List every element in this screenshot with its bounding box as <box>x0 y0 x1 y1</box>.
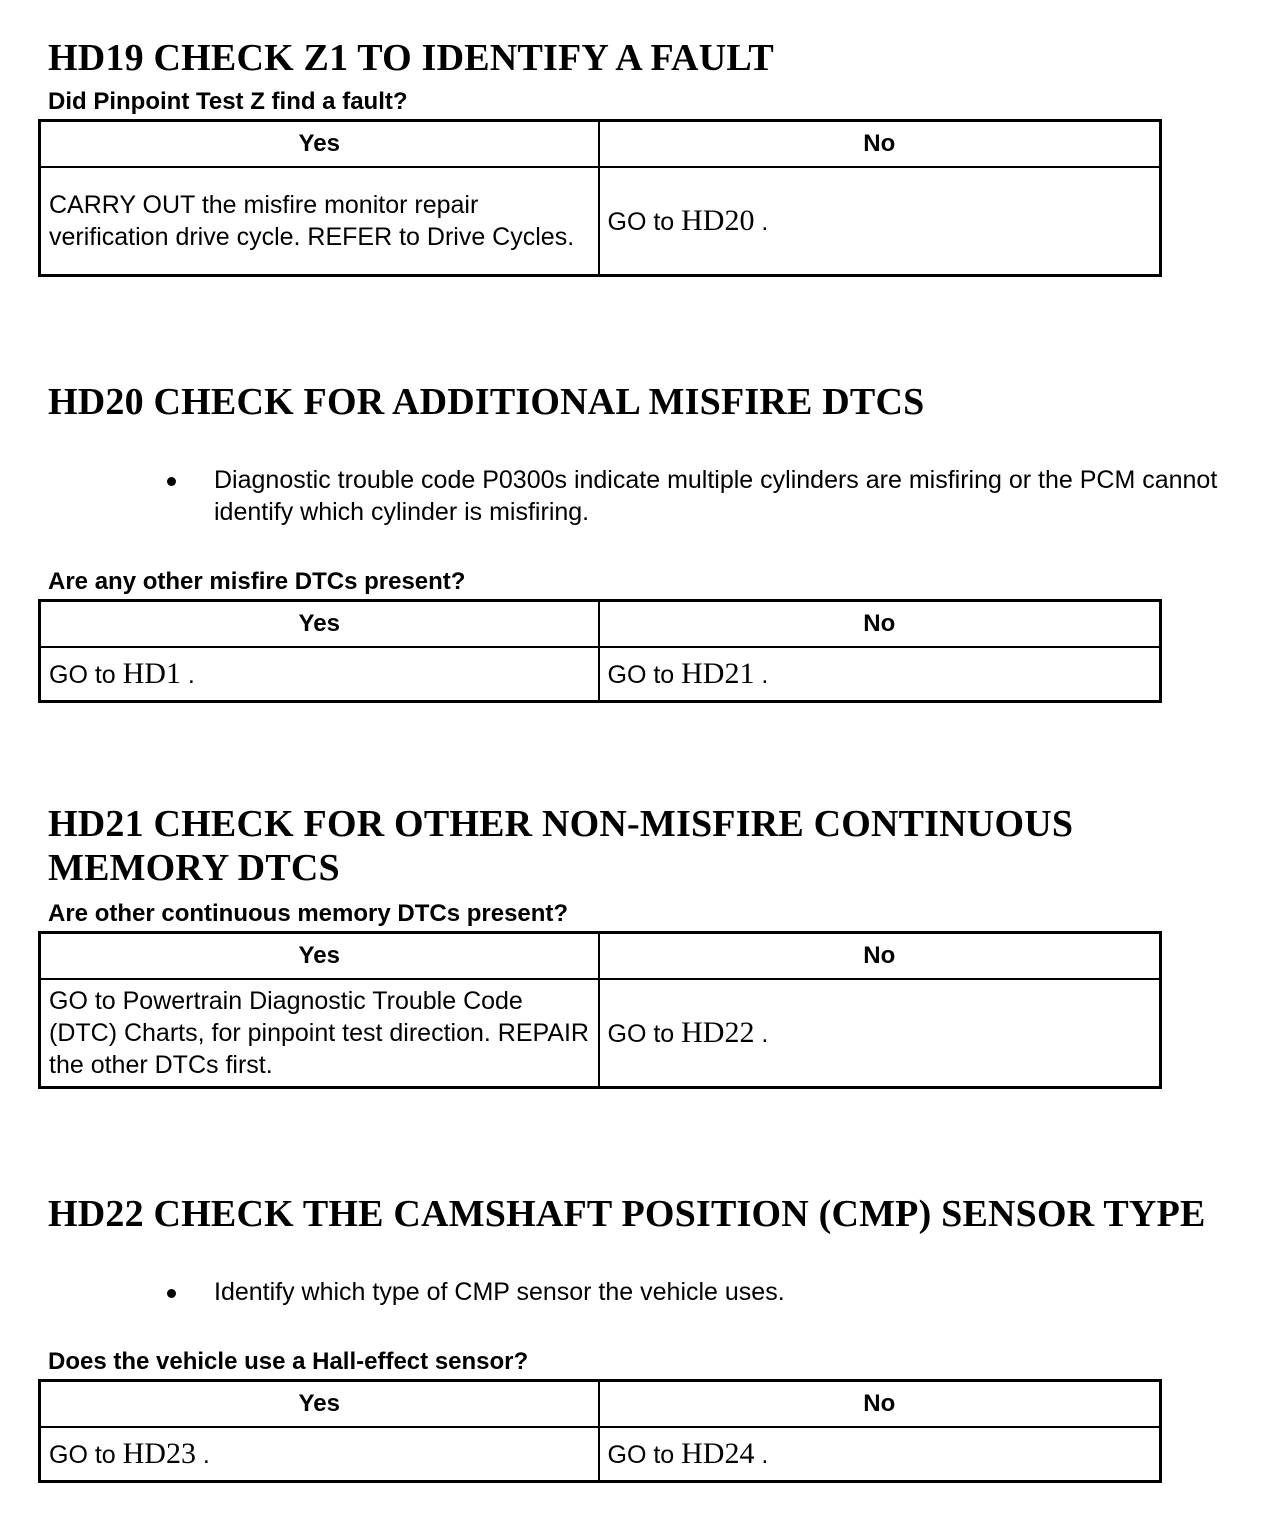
yes-header: Yes <box>40 933 599 980</box>
yes-suffix: . <box>180 660 195 689</box>
section-heading-line-1: HD21 CHECK FOR OTHER NON-MISFIRE CONTINUOUS <box>48 803 1074 845</box>
no-suffix: . <box>754 207 769 236</box>
no-header: No <box>599 1381 1161 1428</box>
yes-header: Yes <box>40 601 599 648</box>
answer-table <box>38 119 1162 277</box>
yes-cell: GO to Powertrain Diagnostic Trouble Code (DTC) Charts, for pinpoint test direction. REPAIR the other DTCs first. <box>40 979 599 1088</box>
answer-table <box>38 931 1162 1089</box>
bullet-list <box>0 1276 1274 1308</box>
yes-header: Yes <box>40 121 599 168</box>
no-header: No <box>599 601 1161 648</box>
no-cell <box>599 1427 1161 1482</box>
yes-suffix: . <box>195 1440 210 1469</box>
go-to-hd21-link[interactable]: HD21 <box>681 656 755 690</box>
section-question: Are other continuous memory DTCs present? <box>48 900 569 927</box>
section-heading-line-2: MEMORY DTCS <box>48 847 340 889</box>
table-row <box>40 979 1161 1088</box>
section-question: Does the vehicle use a Hall-effect sensor? <box>48 1348 529 1375</box>
answer-table <box>38 599 1162 703</box>
section-heading: HD19 CHECK Z1 TO IDENTIFY A FAULT <box>48 37 774 79</box>
no-header: No <box>599 933 1161 980</box>
bullet-item <box>0 464 1274 528</box>
bullet-item <box>0 1276 1274 1308</box>
table-row <box>40 647 1161 702</box>
yes-prefix: GO to <box>49 660 123 689</box>
go-to-hd1-link[interactable]: HD1 <box>122 656 181 690</box>
no-cell <box>599 979 1161 1088</box>
no-header: No <box>599 121 1161 168</box>
bullet-list <box>0 464 1274 528</box>
table-header-row <box>40 121 1161 168</box>
table-row <box>40 167 1161 276</box>
no-suffix: . <box>754 1440 769 1469</box>
go-to-hd20-link[interactable]: HD20 <box>681 203 755 237</box>
go-to-hd24-link[interactable]: HD24 <box>681 1436 755 1470</box>
no-cell <box>599 647 1161 702</box>
no-prefix: GO to <box>607 660 682 689</box>
go-to-hd23-link[interactable]: HD23 <box>122 1436 196 1470</box>
no-cell <box>599 167 1161 276</box>
bullet-dot-icon <box>167 477 176 486</box>
bullet-dot-icon <box>167 1289 176 1298</box>
yes-cell <box>40 1427 599 1482</box>
yes-header: Yes <box>40 1381 599 1428</box>
section-question: Did Pinpoint Test Z find a fault? <box>48 88 408 115</box>
table-header-row <box>40 1381 1161 1428</box>
no-prefix: GO to <box>607 1440 682 1469</box>
no-prefix: GO to <box>607 207 682 236</box>
bullet-text: Identify which type of CMP sensor the vehicle uses. <box>214 1278 785 1306</box>
no-suffix: . <box>754 1019 769 1048</box>
no-suffix: . <box>754 660 769 689</box>
go-to-hd22-link[interactable]: HD22 <box>681 1015 755 1049</box>
table-row <box>40 1427 1161 1482</box>
section-question: Are any other misfire DTCs present? <box>48 568 466 595</box>
table-header-row <box>40 601 1161 648</box>
yes-cell <box>40 647 599 702</box>
bullet-text: Diagnostic trouble code P0300s indicate multiple cylinders are misfiring or the PCM cannot identify which cylinder is misfiring. <box>214 466 1218 526</box>
section-heading: HD22 CHECK THE CAMSHAFT POSITION (CMP) SENSOR TYPE <box>48 1193 1206 1235</box>
yes-prefix: GO to <box>49 1440 123 1469</box>
no-prefix: GO to <box>607 1019 682 1048</box>
yes-cell: CARRY OUT the misfire monitor repair verification drive cycle. REFER to Drive Cycles. <box>40 167 599 276</box>
section-heading: HD20 CHECK FOR ADDITIONAL MISFIRE DTCS <box>48 381 925 423</box>
table-header-row <box>40 933 1161 980</box>
answer-table <box>38 1379 1162 1483</box>
